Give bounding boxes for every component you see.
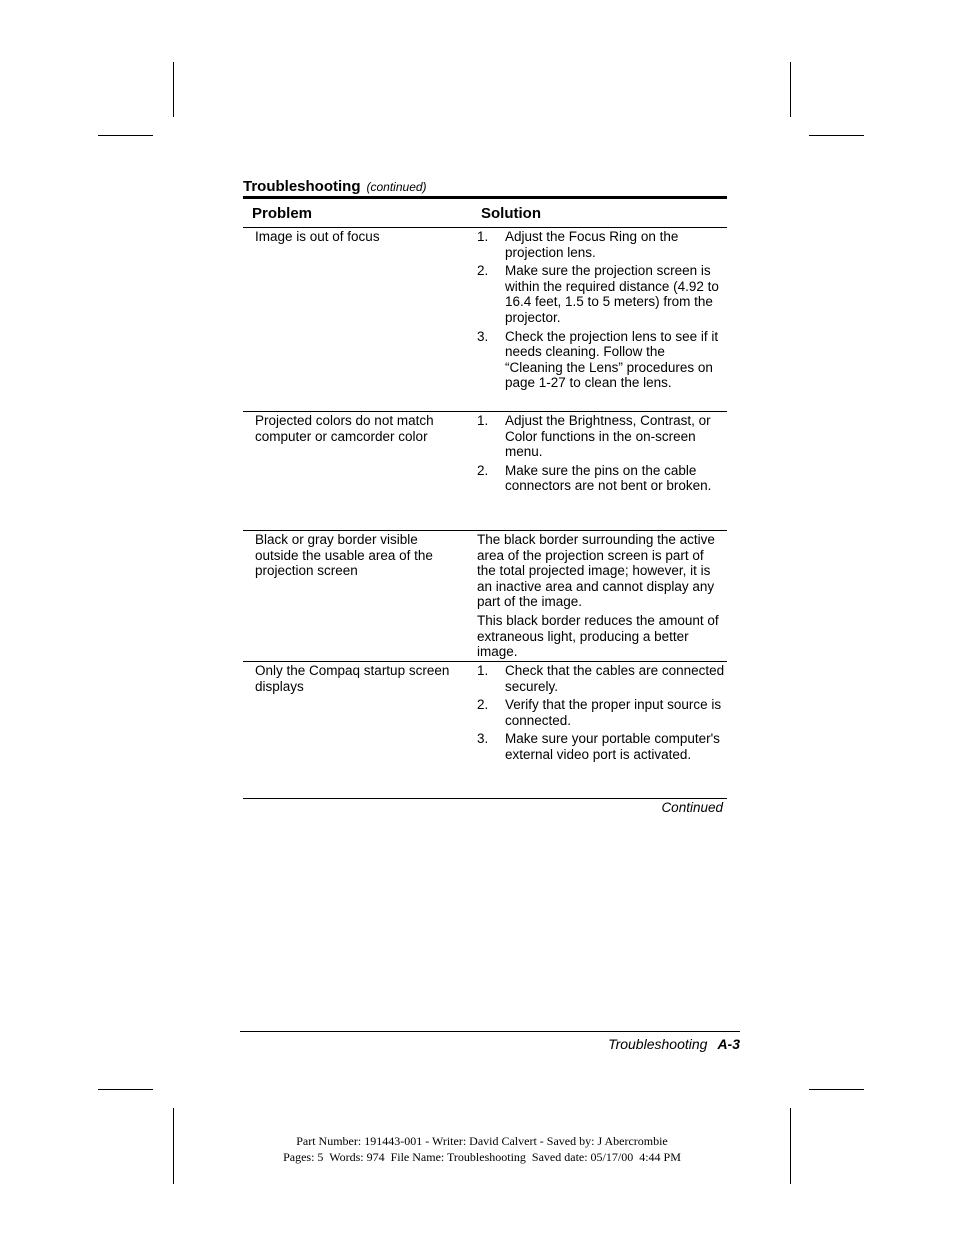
step-text: Make sure the projection screen is within the required distance (4.92 to 16.4 feet, 1.5 to 5 meters) from the projector.	[505, 263, 719, 325]
doc-info-line: Part Number: 191443-001 - Writer: David Calvert - Saved by: J Abercrombie	[296, 1134, 668, 1148]
heading-rule	[243, 196, 727, 199]
solution-step	[477, 731, 725, 762]
section-heading	[243, 178, 727, 196]
row-rule	[243, 411, 727, 412]
column-header-solution: Solution	[481, 205, 541, 222]
step-number: 2.	[477, 462, 489, 478]
step-text: Make sure the pins on the cable connectors are not bent or broken.	[505, 462, 712, 494]
step-text: Check that the cables are connected securely.	[505, 663, 725, 694]
solution-cell	[477, 413, 725, 497]
problem-cell: Image is out of focus	[255, 229, 380, 244]
column-header-problem: Problem	[252, 205, 313, 222]
crop-mark	[809, 1089, 864, 1090]
solution-step	[477, 413, 725, 460]
solution-paragraph: The black border surrounding the active area of the projection screen is part of the total projected image; however, it is an inactive area and cannot display any part of the image.	[477, 532, 715, 610]
step-text: Check the projection lens to see if it needs cleaning. Follow the “Cleaning the Lens” procedures on page 1-27 to clean the lens.	[505, 328, 719, 391]
header-rule	[243, 227, 727, 228]
step-number: 2.	[477, 263, 489, 279]
solution-step	[477, 463, 725, 494]
solution-step	[477, 663, 725, 694]
solution-step	[477, 697, 725, 728]
row-rule	[243, 661, 727, 662]
step-text: Adjust the Brightness, Contrast, or Color functions in the on-screen menu.	[505, 413, 711, 460]
problem-cell: Black or gray border visible outside the usable area of the projection screen	[255, 532, 433, 579]
solution-step	[477, 329, 725, 391]
footer-section-name: Troubleshooting	[608, 1036, 708, 1052]
step-text: Adjust the Focus Ring on the projection lens.	[505, 229, 679, 260]
problem-cell: Projected colors do not match computer or camcorder color	[255, 413, 434, 444]
solution-cell	[477, 663, 725, 766]
row-rule	[243, 530, 727, 531]
crop-mark	[173, 62, 174, 117]
footer-rule	[240, 1031, 740, 1032]
document-info	[170, 1134, 794, 1165]
crop-mark	[809, 135, 864, 136]
solution-step	[477, 229, 725, 260]
step-text: Verify that the proper input source is connected.	[505, 697, 722, 728]
solution-step	[477, 263, 725, 325]
table-bottom-rule	[243, 798, 727, 799]
section-continued-label: (continued)	[366, 180, 427, 194]
step-number: 3.	[477, 731, 489, 747]
continued-note: Continued	[661, 800, 723, 815]
footer-page-number: A-3	[717, 1036, 740, 1052]
step-number: 1.	[477, 413, 489, 428]
solution-cell	[477, 532, 725, 663]
step-number: 3.	[477, 328, 489, 344]
step-number: 1.	[477, 663, 489, 678]
solution-paragraph: This black border reduces the amount of extraneous light, producing a better image.	[477, 612, 719, 660]
crop-mark	[98, 1089, 153, 1090]
running-footer	[608, 1035, 740, 1053]
step-number: 1.	[477, 229, 489, 244]
step-text: Make sure your portable computer's external video port is activated.	[505, 731, 720, 762]
step-number: 2.	[477, 697, 489, 713]
solution-cell	[477, 229, 725, 394]
crop-mark	[790, 62, 791, 117]
crop-mark	[98, 135, 153, 136]
section-title: Troubleshooting	[243, 178, 361, 195]
problem-cell: Only the Compaq startup screen displays	[255, 663, 450, 694]
doc-info-line: Pages: 5 Words: 974 File Name: Troubleshooting Saved date: 05/17/00 4:44 PM	[283, 1149, 681, 1164]
